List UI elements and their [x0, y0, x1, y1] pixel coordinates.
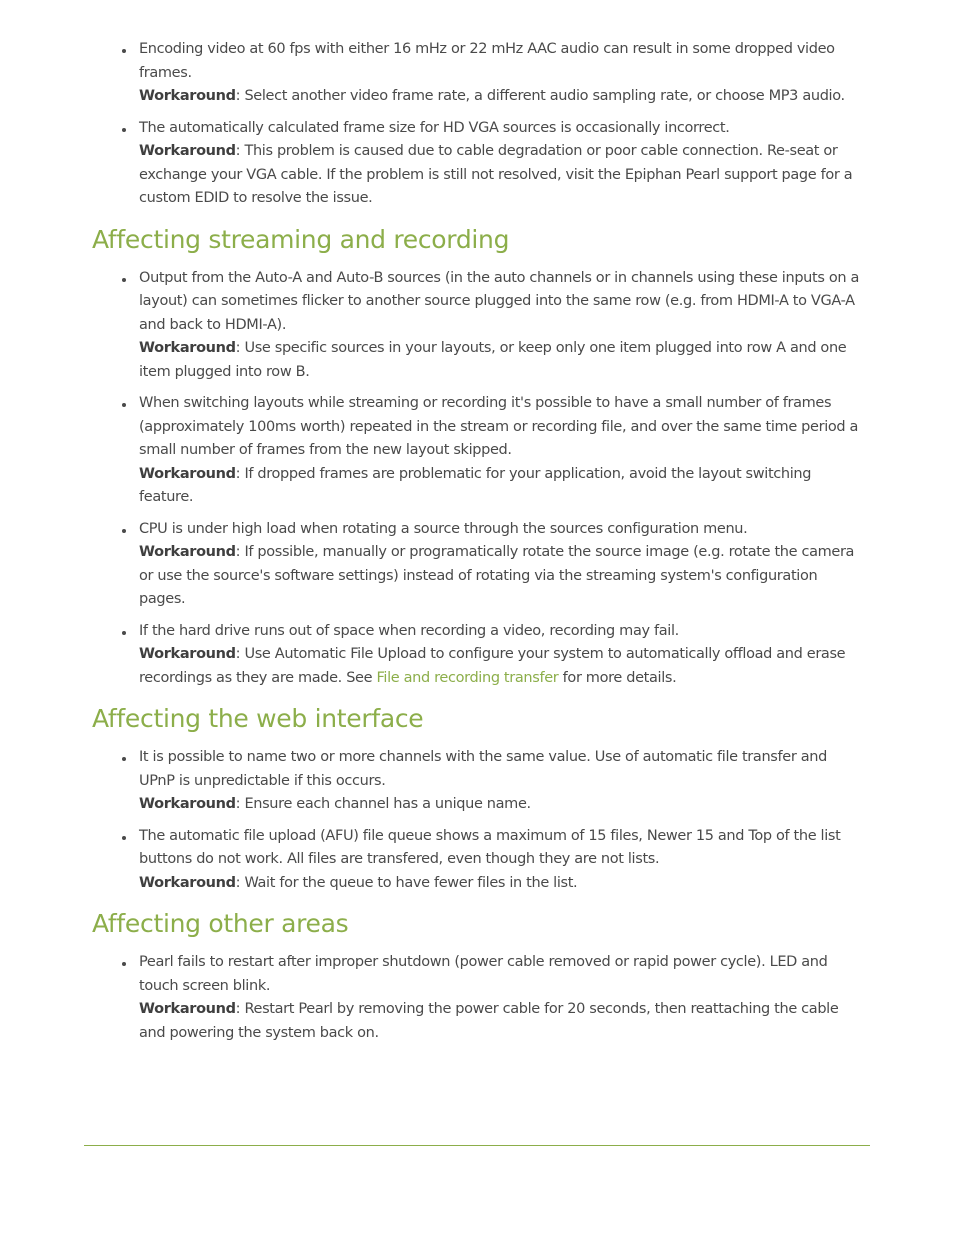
- workaround-text: : Ensure each channel has a unique name.: [235, 796, 531, 812]
- section-heading-streaming: Affecting streaming and recording: [92, 224, 510, 254]
- workaround-text: : Select another video frame rate, a different audio sampling rate, or choose MP3 audio.: [235, 88, 845, 104]
- workaround-line: [139, 85, 862, 109]
- workaround-label: Workaround: [139, 1001, 236, 1017]
- web-issue-list: [92, 746, 862, 895]
- file-and-recording-transfer-link[interactable]: File and recording transfer: [376, 669, 559, 686]
- list-item: [92, 746, 862, 817]
- workaround-text: : Use Automatic File Upload to configure your system to automatically offload and erase recordings as they are made. See: [139, 646, 846, 686]
- workaround-label: Workaround: [139, 465, 236, 482]
- intro-issue-list: [92, 38, 862, 211]
- workaround-text-after: for more details.: [558, 669, 677, 686]
- list-item: [92, 951, 862, 1045]
- workaround-text: : Wait for the queue to have fewer files in the list.: [235, 874, 578, 891]
- workaround-line: [139, 998, 862, 1045]
- issue-text: It is possible to name two or more channels with the same value. Use of automatic file transfer and UPnP is unpredictable if this occurs.: [139, 749, 827, 789]
- issue-text: Pearl fails to restart after improper shutdown (power cable removed or rapid power cycle). LED and touch screen blink.: [139, 954, 828, 994]
- workaround-text: : If dropped frames are problematic for your application, avoid the layout switching feature.: [139, 465, 812, 505]
- list-item: [92, 392, 862, 510]
- workaround-label: Workaround: [139, 646, 236, 662]
- workaround-label: Workaround: [139, 874, 236, 891]
- workaround-line: [139, 793, 862, 817]
- issue-text: If the hard drive runs out of space when recording a video, recording may fail.: [139, 622, 679, 639]
- issue-text: Output from the Auto-A and Auto-B sources (in the auto channels or in channels using these inputs on a layout) can sometimes flicker to another source plugged into the same row (e.g. from HDMI-A to VGA-A and back to HDMI-A).: [139, 269, 859, 333]
- issue-text: Encoding video at 60 fps with either 16 mHz or 22 mHz AAC audio can result in some dropped video frames.: [139, 41, 835, 81]
- workaround-label: Workaround: [139, 88, 236, 104]
- section-heading-web-interface: Affecting the web interface: [92, 704, 424, 733]
- workaround-line: [139, 541, 862, 612]
- list-item: [92, 117, 862, 211]
- page-content: [92, 38, 862, 1053]
- workaround-text: : This problem is caused due to cable degradation or poor cable connection. Re-seat or exchange your VGA cable. If the problem is still not resolved, visit the Epiphan Pearl support page for a custom EDID to resolve the issue.: [139, 143, 853, 206]
- workaround-text: : Restart Pearl by removing the power cable for 20 seconds, then reattaching the cable and powering the system back on.: [139, 1001, 839, 1041]
- workaround-label: Workaround: [139, 143, 236, 159]
- list-item: [92, 825, 862, 896]
- streaming-issue-list: [92, 267, 862, 691]
- issue-text: CPU is under high load when rotating a source through the sources configuration menu.: [139, 520, 748, 537]
- workaround-line: [139, 643, 862, 690]
- workaround-label: Workaround: [139, 340, 236, 356]
- issue-text: The automatic file upload (AFU) file queue shows a maximum of 15 files, Newer 15 and Top of the list buttons do not work. All files are transfered, even though they are not lists.: [139, 827, 841, 867]
- issue-text: The automatically calculated frame size for HD VGA sources is occasionally incorrect.: [139, 119, 730, 136]
- workaround-label: Workaround: [139, 796, 236, 812]
- footer-divider: [84, 1145, 870, 1146]
- list-item: [92, 620, 862, 691]
- workaround-line: [139, 872, 862, 896]
- list-item: [92, 267, 862, 385]
- section-heading-other-areas: Affecting other areas: [92, 909, 349, 938]
- workaround-line: [139, 140, 862, 211]
- workaround-line: [139, 463, 862, 510]
- list-item: [92, 518, 862, 612]
- list-item: [92, 38, 862, 109]
- issue-text: When switching layouts while streaming or recording it's possible to have a small number of frames (approximately 100ms worth) repeated in the stream or recording file, and over the same time period a small number of frames from the new layout skipped.: [139, 395, 859, 458]
- workaround-text: : Use specific sources in your layouts, or keep only one item plugged into row A and one item plugged into row B.: [139, 340, 847, 380]
- workaround-text: : If possible, manually or programatically rotate the source image (e.g. rotate the camera or use the source's software settings) instead of rotating via the streaming system's configuration pages.: [139, 544, 855, 607]
- workaround-line: [139, 337, 862, 384]
- workaround-label: Workaround: [139, 544, 236, 560]
- other-issue-list: [92, 951, 862, 1045]
